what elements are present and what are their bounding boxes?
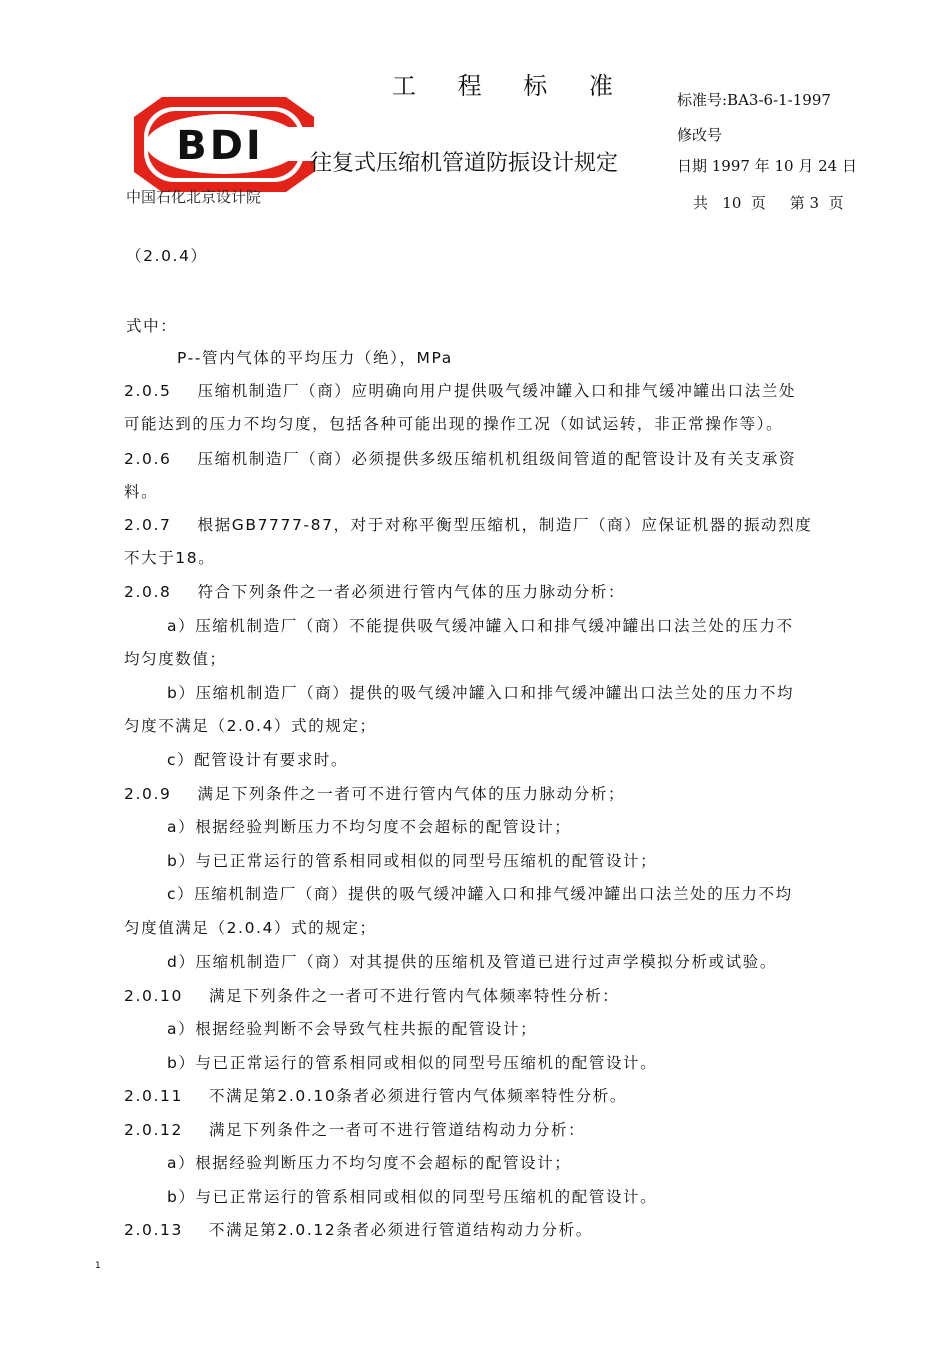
logo-text: BDI: [176, 123, 264, 169]
body-line: 2.0.5 压缩机制造厂（商）应明确向用户提供吸气缓冲罐入口和排气缓冲罐出口法兰处: [124, 382, 797, 400]
body-line: b）与已正常运行的管系相同或相似的同型号压缩机的配管设计。: [167, 1188, 658, 1206]
body-line: 均匀度数值；: [124, 650, 227, 668]
body-line: a）根据经验判断不会导致气柱共振的配管设计；: [167, 1020, 538, 1038]
body-line: c）压缩机制造厂（商）提供的吸气缓冲罐入口和排气缓冲罐出口法兰处的压力不均: [167, 885, 793, 903]
body-line: 2.0.10 满足下列条件之一者可不进行管内气体频率特性分析：: [124, 987, 620, 1005]
body-line: 料。: [124, 483, 159, 501]
body-line: 匀度不满足（2.0.4）式的规定；: [124, 717, 377, 735]
body-line: d）压缩机制造厂（商）对其提供的压缩机及管道已进行过声学模拟分析或试验。: [167, 953, 777, 971]
header-title: 工 程 标 准: [392, 72, 630, 100]
body-line: c）配管设计有要求时。: [167, 751, 349, 769]
body-line: 可能达到的压力不均匀度，包括各种可能出现的操作工况（如试运转，非正常操作等）。: [124, 415, 784, 433]
body-line: b）与已正常运行的管系相同或相似的同型号压缩机的配管设计；: [167, 852, 658, 870]
bdi-logo: [134, 97, 314, 196]
equation-reference: （2.0.4）: [126, 247, 208, 265]
body-line: 2.0.12 满足下列条件之一者可不进行管道结构动力分析：: [124, 1121, 586, 1139]
body-line: b）压缩机制造厂（商）提供的吸气缓冲罐入口和排气缓冲罐出口法兰处的压力不均: [167, 684, 795, 702]
body-line: 不大于18。: [124, 549, 216, 567]
body-line: a）根据经验判断压力不均匀度不会超标的配管设计；: [167, 818, 572, 836]
body-line: 2.0.13 不满足第2.0.12条者必须进行管道结构动力分析。: [124, 1221, 593, 1239]
standard-number: 标准号:BA3-6-1-1997: [677, 91, 831, 109]
page-count: 共 10 页 第 3 页: [693, 194, 844, 212]
body-line: 2.0.9 满足下列条件之一者可不进行管内气体的压力脉动分析；: [124, 785, 626, 803]
revision-number: 修改号: [677, 126, 723, 144]
body-line: a）压缩机制造厂（商）不能提供吸气缓冲罐入口和排气缓冲罐出口法兰处的压力不: [167, 617, 794, 635]
page-number: 1: [95, 1261, 101, 1271]
p-definition: P--管内气体的平均压力（绝），MPa: [177, 349, 453, 367]
issue-date: 日期 1997 年 10 月 24 日: [677, 157, 857, 175]
organization: 中国石化北京设计院: [126, 188, 262, 206]
body-line: 2.0.7 根据GB7777-87，对于对称平衡型压缩机，制造厂（商）应保证机器的振动烈度: [124, 516, 813, 534]
body-line: b）与已正常运行的管系相同或相似的同型号压缩机的配管设计。: [167, 1054, 658, 1072]
body-line: a）根据经验判断压力不均匀度不会超标的配管设计；: [167, 1154, 572, 1172]
body-line: 匀度值满足（2.0.4）式的规定；: [124, 919, 377, 937]
body-line: 2.0.8 符合下列条件之一者必须进行管内气体的压力脉动分析：: [124, 583, 626, 601]
body-line: 2.0.11 不满足第2.0.10条者必须进行管内气体频率特性分析。: [124, 1087, 628, 1105]
where-label: 式中：: [126, 317, 178, 335]
body-line: 2.0.6 压缩机制造厂（商）必须提供多级压缩机机组级间管道的配管设计及有关支承资: [124, 450, 797, 468]
document-title: 往复式压缩机管道防振设计规定: [310, 151, 619, 176]
